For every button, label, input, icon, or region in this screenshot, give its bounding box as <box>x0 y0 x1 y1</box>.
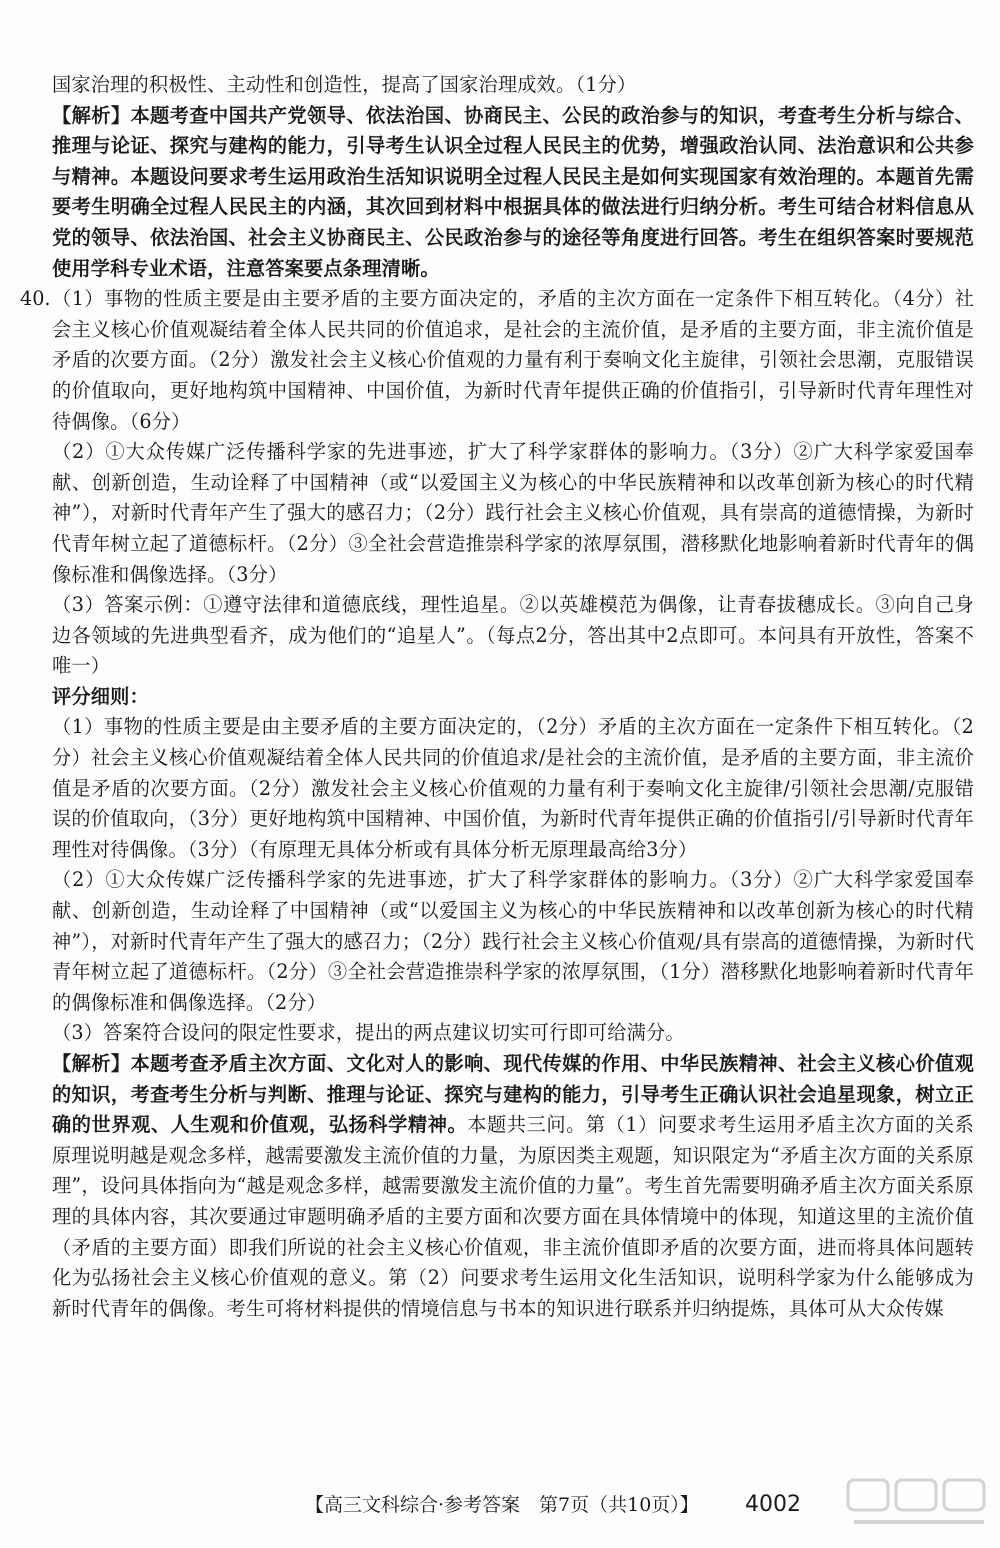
analysis-40 <box>52 1049 974 1324</box>
footer-page-info: 【高三文科综合·参考答案 第7页（共10页）】 <box>305 1494 699 1516</box>
answer-content <box>20 70 974 1324</box>
analysis-tag-40: 【解析】 <box>52 1052 131 1075</box>
scoring-40-2: （2）①大众传媒广泛传播科学家的先进事迹，扩大了科学家群体的影响力。（3分）②广大科学家爱国奉献、创新创造，生动诠释了中国精神（或“以爱国主义为核心的中华民族精神和以改革创新为核心的时代精神”），对新时代青年产生了强大的感召力；（2分）践行社会主义核心价值观/具有崇高的道德情操，为新时代青年树立起了道德标杆。（2分）③全社会营造推崇科学家的浓厚氛围，（1分）潜移默化地影响着新时代青年的偶像标准和偶像选择。（2分） <box>52 868 974 1014</box>
analysis-40-bold: 本题考查矛盾主次方面、文化对人的影响、现代传媒的作用、中华民族精神、社会主义核心价值观的知识，考查考生分析与判断、推理与论证、探究与建构的能力，引导考生正确认识社会追星现象，树立正确的世界观、人生观和价值观，弘扬科学精神。 <box>52 1052 974 1137</box>
question-40 <box>20 284 974 437</box>
scoring-rules-heading: 评分细则： <box>52 684 149 708</box>
analysis-40-body: 本题共三问。第（1）问要求考生运用矛盾主次方面的关系原理说明越是观念多样，越需要激发主流价值的力量，为原因类主观题，知识限定为“矛盾主次方面的关系原理”，设问具体指向为“越是观念多样，越需要激发主流价值的力量”。考生首先需要明确矛盾主次方面关系原理的具体内容，其次要通过审题明确矛盾的主要方面和次要方面在具体情境中的体现，知道这里的主流价值（矛盾的主要方面）即我们所说的社会主义核心价值观，非主流价值即矛盾的次要方面，进而将具体问题转化为弘扬社会主义核心价值观的意义。第（2）问要求考生运用文化生活知识，说明科学家为什么能够成为新时代青年的偶像。考生可将材料提供的情境信息与书本的知识进行联系并归纳提炼，具体可从大众传媒 <box>52 1113 974 1320</box>
answer-40-2: （2）①大众传媒广泛传播科学家的先进事迹，扩大了科学家群体的影响力。（3分）②广大科学家爱国奉献、创新创造，生动诠释了中国精神（或“以爱国主义为核心的中华民族精神和以改革创新为核心的时代精神”），对新时代青年产生了强大的感召力；（2分）践行社会主义核心价值观，具有崇高的道德情操，为新时代青年树立起了道德标杆。（2分）③全社会营造推崇科学家的浓厚氛围，潜移默化地影响着新时代青年的偶像标准和偶像选择。（3分） <box>52 440 974 586</box>
answer-40-3: （3）答案示例：①遵守法律和道德底线，理性追星。②以英雄模范为偶像，让青春拔穗成长。③向自己身边各领域的先进典型看齐，成为他们的“追星人”。（每点2分，答出其中2点即可。本问具有开放性，答案不唯一） <box>52 593 974 678</box>
scoring-40-1: （1）事物的性质主要是由主要矛盾的主要方面决定的，（2分）矛盾的主次方面在一定条件下相互转化。（2分）社会主义核心价值观凝结着全体人民共同的价值追求/是社会的主流价值，是矛盾的主要方面，非主流价值是矛盾的次要方面。（2分）激发社会主义核心价值观的力量有利于奏响文化主旋律/引领社会思潮/克服错误的价值取向，（3分）更好地构筑中国精神、中国价值，为新时代青年提供正确的价值指引/引导新时代青年理性对待偶像。（3分）（有原理无具体分析或有具体分析无原理最高给3分） <box>52 715 974 861</box>
question-number: 40. <box>20 287 51 311</box>
analysis-39 <box>52 101 974 285</box>
analysis-39-bold: 本题考查中国共产党领导、依法治国、协商民主、公民的政治参与的知识，考查考生分析与综合、推理与论证、探究与建构的能力，引导考生认识全过程人民民主的优势，增强政治认同、法治意识和公共参与精神。本题设问要求考生运用政治生活知识说明全过程人民民主是如何实现国家有效治理的。本题首先需要考生明确全过程人民民主的内涵，其次回到材料中根据具体的做法进行归纳分析。考生可结合材料信息从党的领导、依法治国、社会主义协商民主、公民政治参与的途径等角度进行回答。考生在组织答案时要规范使用学科专业术语，注意答案要点条理清晰。 <box>52 103 974 280</box>
paragraph-governance-end: 国家治理的积极性、主动性和创造性，提高了国家治理成效。（1分） <box>52 73 637 96</box>
corner-watermark-logo-icon <box>844 1474 994 1534</box>
answer-40-1: （1）事物的性质主要是由主要矛盾的主要方面决定的，矛盾的主次方面在一定条件下相互转化。（4分）社会主义核心价值观凝结着全体人民共同的价值追求，是社会的主流价值，是矛盾的主要方面，非主流价值是矛盾的次要方面。（2分）激发社会主义核心价值观的力量有利于奏响文化主旋律，引领社会思潮，克服错误的价值取向，更好地构筑中国精神、中国价值，为新时代青年提供正确的价值指引，引导新时代青年理性对待偶像。（6分） <box>52 287 974 433</box>
footer-code: 4002 <box>745 1492 801 1517</box>
analysis-tag: 【解析】 <box>52 103 131 127</box>
scoring-40-3: （3）答案符合设问的限定性要求，提出的两点建议切实可行即可给满分。 <box>52 1021 685 1045</box>
